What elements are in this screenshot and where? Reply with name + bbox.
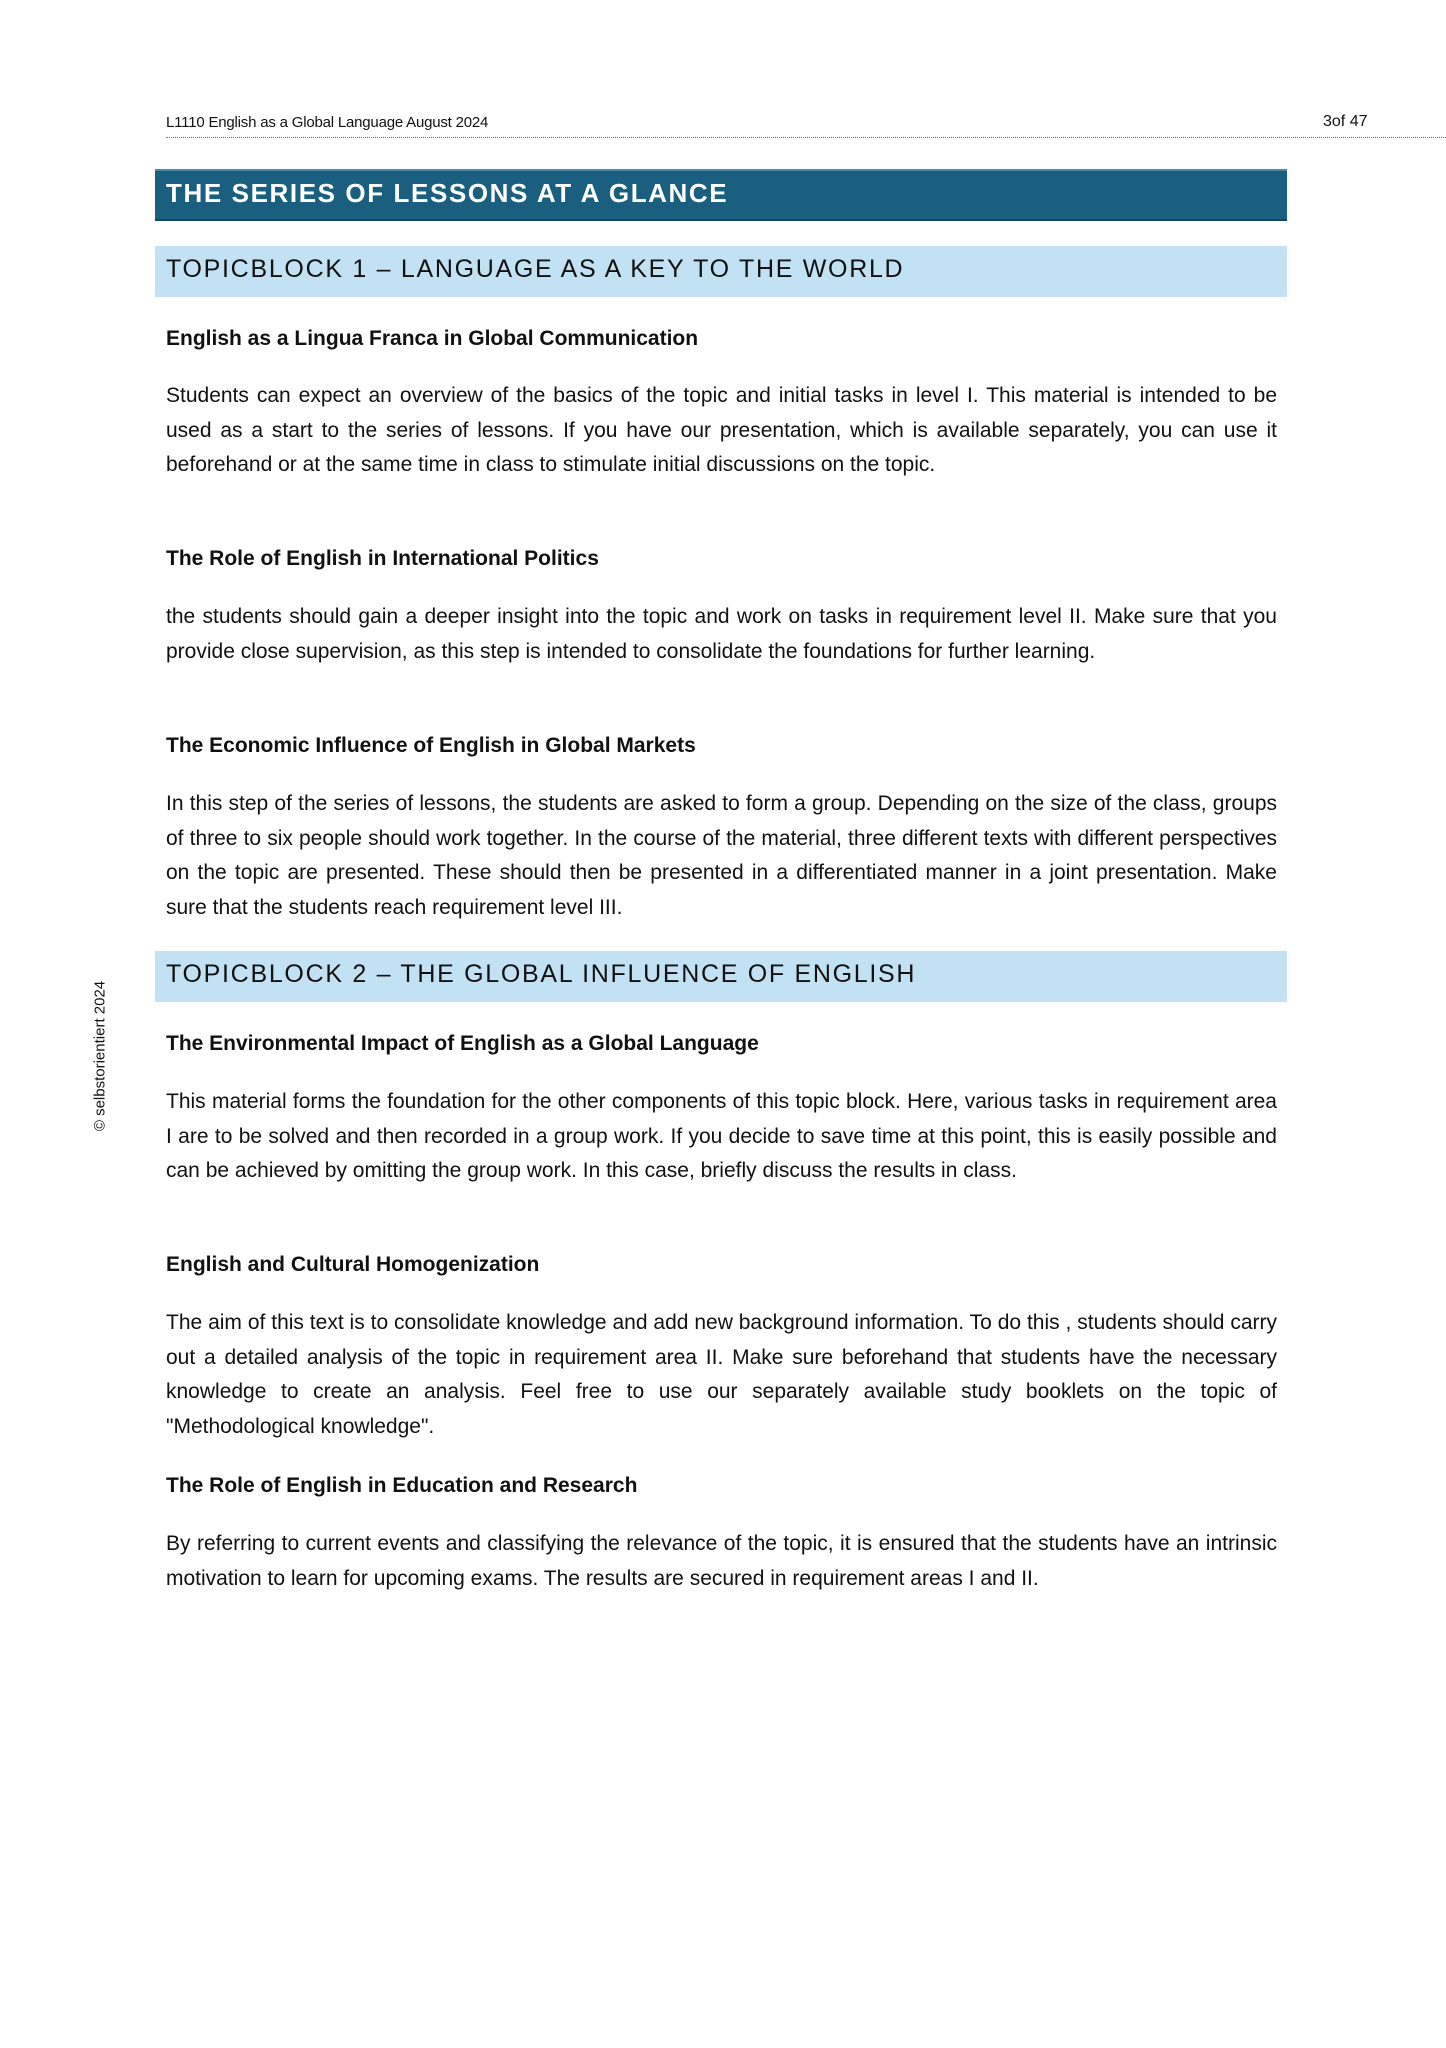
section-heading [166, 546, 1277, 572]
copyright-notice: © selbstorientiert 2024 [91, 980, 109, 1132]
topicblock-1-title: TOPICBLOCK 1 – LANGUAGE AS A KEY TO THE WORLD [166, 255, 905, 283]
section-text [166, 787, 1277, 925]
section-text [166, 600, 1277, 669]
main-heading-bar [155, 169, 1287, 221]
section-2-1-text: This material forms the foundation for the other components of this topic block. Here, various tasks in requirement area I are to be solved and then recorded in a group work. If you decide to save time at this point, this is easily possible and can be achieved by omitting the group work. In this case, briefly discuss the results in class. [166, 1090, 1277, 1182]
section-text [166, 1085, 1277, 1189]
section-text [166, 1306, 1277, 1444]
section-1-2-heading: The Role of English in International Politics [166, 547, 599, 570]
page-number: 3of 47 [1323, 113, 1368, 130]
section-2-3-text: By referring to current events and classifying the relevance of the topic, it is ensured that the students have an intrinsic motivation to learn for upcoming exams. The results are secured in requirement areas I and II. [166, 1532, 1277, 1590]
section-1-3-text: In this step of the series of lessons, the students are asked to form a group. Depending on the size of the class, groups of three to six people should work together. In the course of the material, three different texts with different perspectives on the topic are presented. These should then be presented in a differentiated manner in a joint presentation. Make sure that the students reach requirement level III. [166, 792, 1277, 919]
section-1-3-heading: The Economic Influence of English in Global Markets [166, 734, 696, 757]
topicblock-2-bar [155, 951, 1287, 1002]
section-2-2-heading: English and Cultural Homogenization [166, 1253, 540, 1276]
main-heading: THE SERIES OF LESSONS AT A GLANCE [166, 178, 729, 208]
topicblock-1-bar [155, 246, 1287, 297]
section-heading [166, 1031, 1277, 1057]
section-2-1-heading: The Environmental Impact of English as a Global Language [166, 1032, 759, 1055]
section-2-2-text: The aim of this text is to consolidate knowledge and add new background information. To do this , students should carry out a detailed analysis of the topic in requirement area II. Make sure beforehand that students have the necessary knowledge to create an analysis. Feel free to use our separately available study booklets on the topic of "Methodological knowledge". [166, 1311, 1277, 1438]
header-divider [166, 137, 1446, 138]
section-1-1-heading: English as a Lingua Franca in Global Communication [166, 327, 699, 350]
section-heading [166, 326, 1277, 352]
topicblock-2-title: TOPICBLOCK 2 – THE GLOBAL INFLUENCE OF ENGLISH [166, 960, 917, 988]
section-heading [166, 1252, 1277, 1278]
section-2-3-heading: The Role of English in Education and Research [166, 1474, 638, 1497]
section-1-2-text: the students should gain a deeper insight into the topic and work on tasks in requirement level II. Make sure that you provide close supervision, as this step is intended to consolidate the foundations for further learning. [166, 605, 1277, 663]
page-header [166, 114, 1446, 138]
section-text [166, 379, 1277, 483]
section-heading [166, 1473, 1277, 1499]
section-1-1-text: Students can expect an overview of the basics of the topic and initial tasks in level I. This material is intended to be used as a start to the series of lessons. If you have our presentation, which is available separately, you can use it beforehand or at the same time in class to stimulate initial discussions on the topic. [166, 384, 1277, 476]
section-heading [166, 733, 1277, 759]
document-title: L1110 English as a Global Language August 2024 [166, 114, 489, 131]
section-text [166, 1527, 1277, 1596]
